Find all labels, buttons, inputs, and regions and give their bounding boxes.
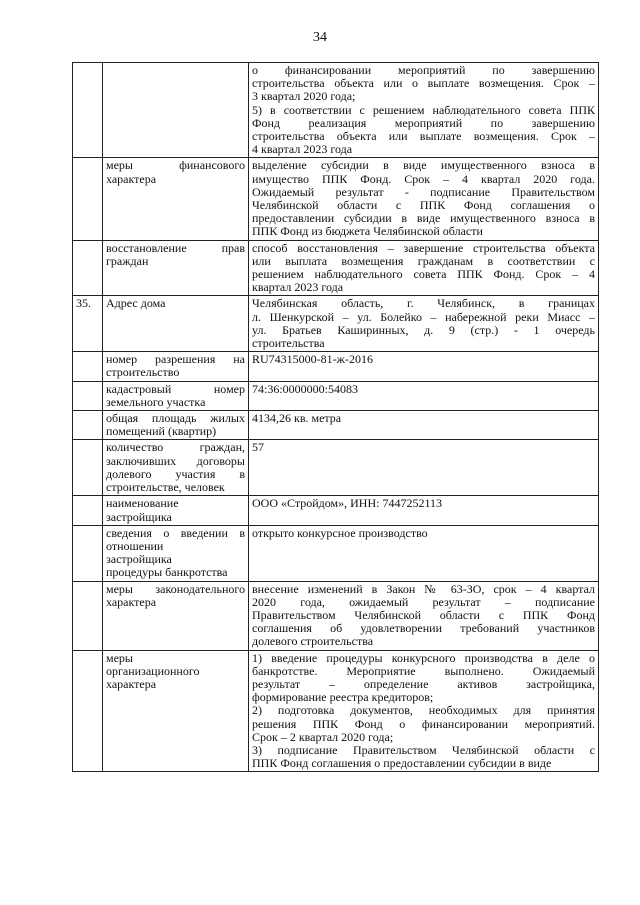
label-line: организационного [106,663,200,678]
table-row [73,581,599,650]
label-line: меры финансового [106,158,245,173]
value-line: 2020 года, ожидаемый результат – подписание [252,594,595,609]
label-line: наименование [106,496,179,511]
value-line: ул. Братьев Каширинных, д. 9 (стр.) - 1 очередь [252,322,595,337]
row-label [103,581,249,650]
row-number [73,352,103,381]
value-line: о финансировании мероприятий по завершению [252,63,595,77]
value-line: 74:36:0000000:54083 [252,381,359,396]
row-label [103,63,249,158]
value-line: строительства объекта или выплате возмещения. Срок – [252,129,595,144]
table-row [73,296,599,352]
value-line: Фонд реализация мероприятий по завершению [252,115,595,130]
label-line: застройщика [106,552,172,567]
value-line: решения ППК Фонд о финансировании мероприятий. [252,716,595,731]
row-number [73,240,103,296]
label-line: отношении [106,538,164,553]
value-line: решением наблюдательного совета ППК Фонд. Срок – 4 [252,267,595,282]
label-line: Адрес дома [106,296,166,311]
row-label [103,240,249,296]
row-value [249,63,599,158]
value-line: Ожидаемый результат - подписание Правительством [252,184,595,199]
row-label [103,440,249,496]
row-value [249,381,599,410]
value-line: л. Шенкурской – ул. Болейко – набережной реки Миасс – [252,309,595,324]
label-line: долевого участия в [106,466,245,481]
value-line: 1) введение процедуры конкурсного производства в деле о [252,650,595,665]
table-row [73,381,599,410]
row-number [73,63,103,158]
table-row [73,650,599,772]
value-line: выделение субсидии в виде имущественного взноса в [252,158,595,173]
value-line: 4134,26 кв. метра [252,411,342,426]
label-line: граждан [106,253,149,268]
label-line: строительство [106,365,180,380]
row-label [103,525,249,581]
row-number [73,381,103,410]
row-number [73,496,103,525]
label-line: заключивших договоры [106,453,245,468]
label-line: номер разрешения на [106,352,245,367]
value-line: соглашения об удовлетворении требований участников [252,621,595,636]
value-line: ППК Фонд соглашения о предоставлении субсидии в виде [252,756,552,771]
value-line: формирование реестра кредиторов; [252,690,434,705]
label-line: застройщика [106,509,172,524]
label-line: меры законодательного [106,581,245,596]
row-number [73,650,103,772]
value-line: строительства объекта или о выплате возмещения. Срок – [252,76,595,91]
row-value [249,240,599,296]
value-line: 4 квартал 2023 года [252,142,353,157]
value-line: имущество ППК Фонд. Срок – 4 квартал 2020 года. [252,171,595,186]
row-number [73,581,103,650]
page-number: 34 [313,30,327,45]
label-line: помещений (квартир) [106,424,217,439]
row-label [103,496,249,525]
value-line: 3) подписание Правительством Челябинской области с [252,742,595,757]
row-value [249,158,599,240]
value-line: ООО «Стройдом», ИНН: 7447252113 [252,496,443,511]
table-row [73,440,599,496]
value-line: Правительством Челябинской области с ППК Фонд [252,607,595,622]
row-label [103,411,249,440]
table-row [73,158,599,240]
table-row [73,63,599,158]
row-number [73,440,103,496]
value-line: Челябинской области с ППК Фонд соглашения о [252,198,595,213]
row-label [103,650,249,772]
value-line: строительства [252,336,325,351]
row-value [249,411,599,440]
label-line: меры [106,650,133,665]
value-line: долевого строительства [252,634,374,649]
row-value [249,352,599,381]
value-line: квартал 2023 года [252,280,344,295]
row-label [103,352,249,381]
row-number [73,411,103,440]
value-line: Челябинская область, г. Челябинск, в границах [252,296,595,311]
label-line: земельного участка [106,394,206,409]
row-value [249,296,599,352]
table-row [73,525,599,581]
row-number [73,158,103,240]
row-value [249,525,599,581]
label-line: строительстве, человек [106,480,225,495]
table-row [73,240,599,296]
value-line: 3 квартал 2020 года; [252,89,356,104]
label-line: количество граждан, [106,440,245,455]
value-line: открыто конкурсное производство [252,525,428,540]
label-line: общая площадь жилых [106,411,245,426]
value-line: 57 [252,440,264,455]
label-line: кадастровый номер [106,381,245,396]
row-value [249,440,599,496]
label-line: восстановление прав [106,240,245,255]
table-row [73,352,599,381]
value-line: результат – определение активов застройщика, [252,676,595,691]
row-label [103,296,249,352]
value-line: 2) подготовка документов, необходимых для принятия [252,703,595,718]
value-line: RU74315000-81-ж-2016 [252,352,373,367]
label-line: сведения о введении в [106,525,245,540]
table-row [73,496,599,525]
row-number [73,525,103,581]
row-value [249,496,599,525]
label-line: характера [106,171,157,186]
label-line: характера [106,676,157,691]
row-value [249,650,599,772]
document-table [72,62,599,772]
row-label [103,158,249,240]
row-value [249,581,599,650]
value-line: внесение изменений в Закон № 63-ЗО, срок – 4 квартал [252,581,595,596]
row-number: 35. [73,296,103,352]
value-line: предоставлении субсидии в виде имущественного взноса в [252,211,595,226]
label-line: характера [106,594,157,609]
value-line: ППК Фонд из бюджета Челябинской области [252,224,483,239]
value-line: банкротстве. Мероприятие выполнено. Ожидаемый [252,663,595,678]
row-label [103,381,249,410]
label-line: процедуры банкротства [106,565,228,580]
value-line: 5) в соответствии с решением наблюдательного совета ППК [252,102,595,117]
value-line: Срок – 2 квартал 2020 года; [252,729,394,744]
table-row [73,411,599,440]
value-line: или выплата возмещения гражданам в соответствии с [252,253,595,268]
value-line: способ восстановления – завершение строительства объекта [252,240,595,255]
